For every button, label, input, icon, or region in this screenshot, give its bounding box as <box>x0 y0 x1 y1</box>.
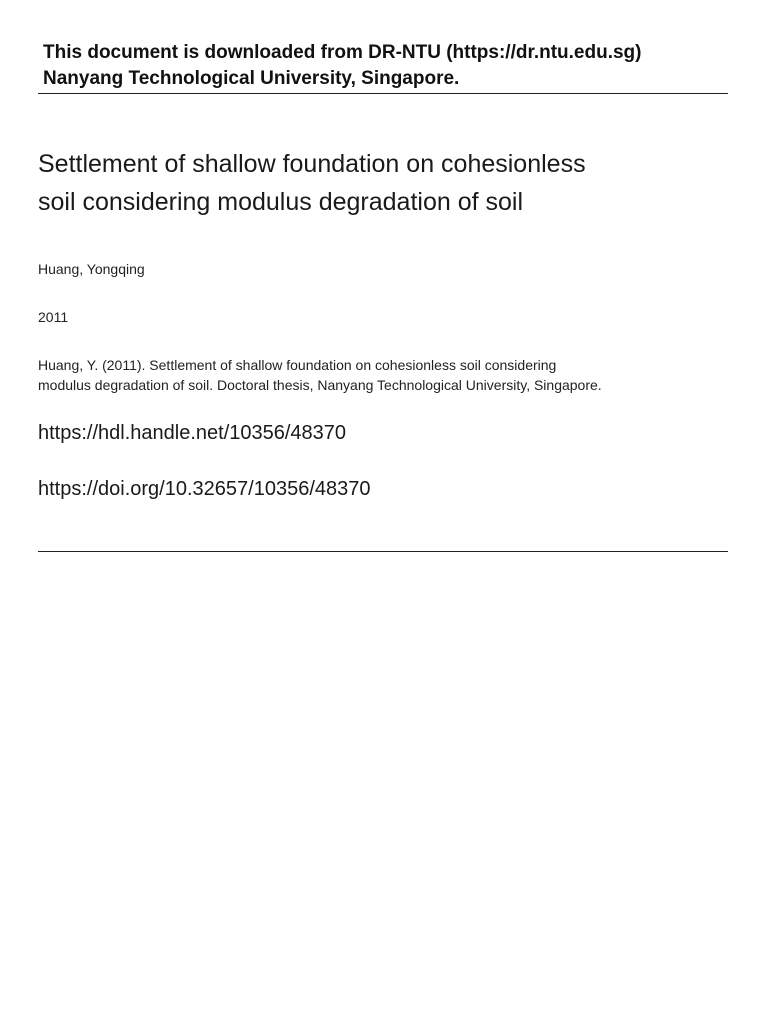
handle-link[interactable]: https://hdl.handle.net/10356/48370 <box>38 422 347 444</box>
university-name: Nanyang Technological University, Singapore. <box>43 68 460 89</box>
citation-text <box>38 355 658 395</box>
citation-line-1: Huang, Y. (2011). Settlement of shallow foundation on cohesionless soil considering <box>38 357 557 373</box>
author-name: Huang, Yongqing <box>38 261 145 277</box>
document-title <box>38 145 678 221</box>
title-line-2: soil considering modulus degradation of soil <box>38 188 524 216</box>
download-notice-header <box>43 40 723 92</box>
header-divider <box>38 93 728 94</box>
citation-line-2: modulus degradation of soil. Doctoral thesis, Nanyang Technological University, Singapore. <box>38 377 602 393</box>
footer-divider <box>38 551 728 552</box>
download-notice-line: This document is downloaded from DR‑NTU (https://dr.ntu.edu.sg) <box>43 42 642 63</box>
title-line-1: Settlement of shallow foundation on cohesionless <box>38 150 586 178</box>
doi-link[interactable]: https://doi.org/10.32657/10356/48370 <box>38 478 371 500</box>
publication-year: 2011 <box>38 309 69 325</box>
